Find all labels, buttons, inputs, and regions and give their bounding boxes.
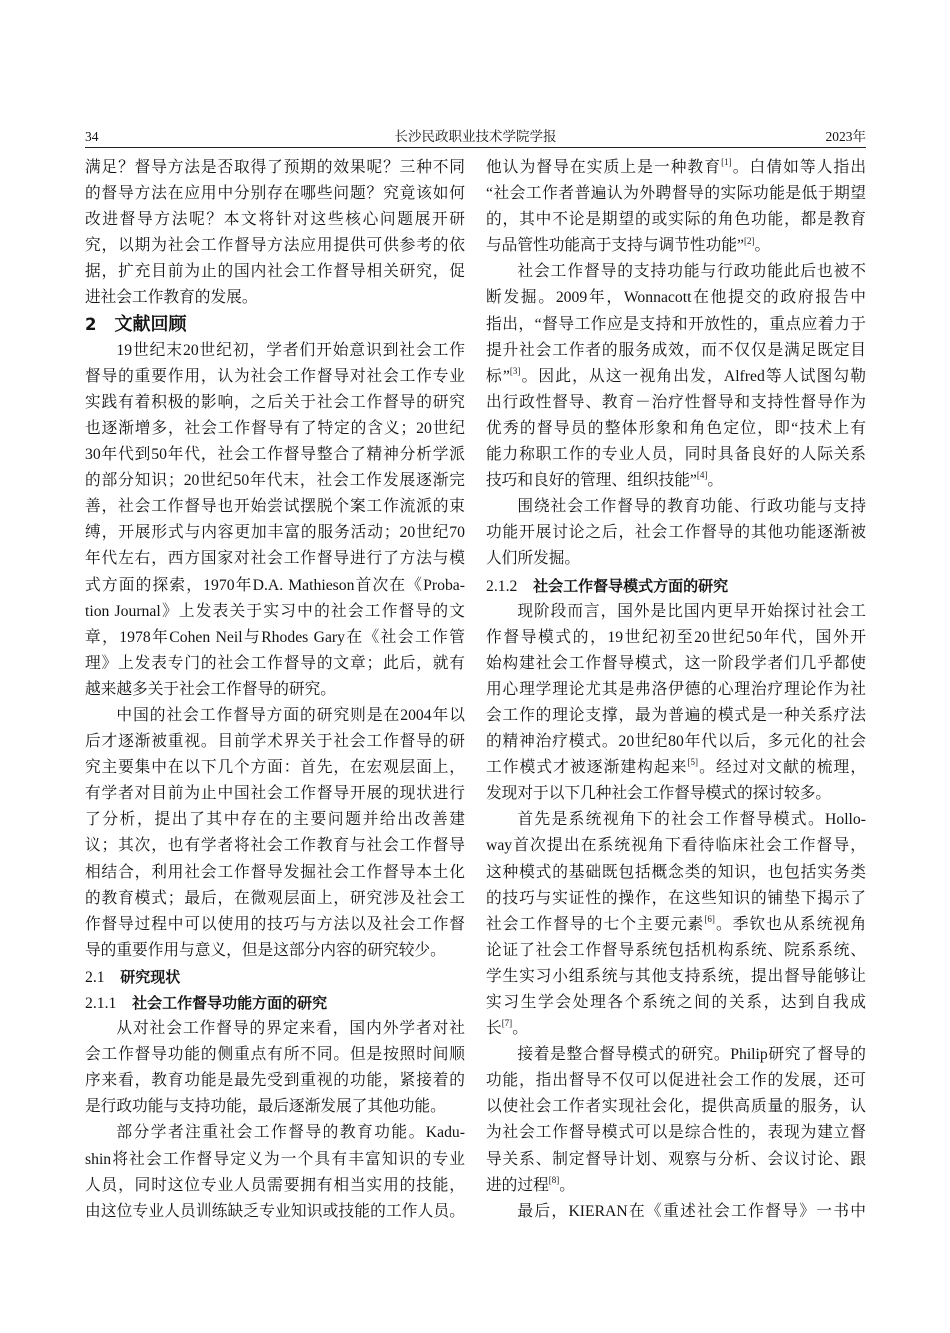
- text-line: 理》上发表专门的社会工作督导的文章；此后，就有: [85, 654, 465, 672]
- paragraph: [85, 338, 465, 703]
- text-segment: 。: [754, 237, 771, 255]
- text-line: 接着是整合督导模式的研究。Philip研究了督导的: [517, 1046, 866, 1064]
- section-heading: [85, 964, 465, 990]
- text-line: 由这位专业人员训练缺乏专业知识或技能的工作人员。: [85, 1202, 465, 1220]
- text-segment: 。: [512, 1020, 528, 1038]
- section-heading: [486, 573, 866, 599]
- section-title: 社会工作督导功能方面的研究: [132, 994, 328, 1012]
- text-line: 有学者对目前为止中国社会工作督导开展的现状进行: [85, 785, 465, 803]
- text-segment: 技巧和良好的管理、组织技能”: [486, 472, 697, 490]
- text-segment: 社会工作督导的七个主要元素: [486, 915, 705, 933]
- text-line: 改进督导方法呢？本文将针对这些核心问题展开研: [85, 211, 465, 229]
- text-line: tion Journal》上发表关于实习中的社会工作督导的文: [85, 602, 465, 620]
- text-line: 的部分知识；20世纪50年代末，社会工作发展逐渐完: [85, 472, 465, 490]
- text-line: [486, 1173, 866, 1199]
- text-line: 究主要集中在以下几个方面：首先，在宏观层面上，: [85, 759, 465, 777]
- text-line: 出行政性督导、教育－治疗性督导和支持性督导作为: [486, 393, 866, 411]
- text-line: 会工作督导功能的侧重点有所不同。但是按照时间顺: [85, 1046, 465, 1064]
- text-line: 论证了社会工作督导系统包括机构系统、院系系统、: [486, 941, 866, 959]
- section-heading: [85, 990, 465, 1016]
- header-rule: [85, 147, 866, 148]
- text-line: 提升社会工作者的服务成效，而不仅仅是满足既定目: [486, 341, 866, 359]
- text-line: 是行政功能与支持功能，最后逐渐发展了其他功能。: [85, 1098, 446, 1116]
- text-line: [486, 364, 866, 390]
- text-line: [486, 155, 866, 181]
- text-line: 的技巧与实证性的操作，在这些知识的铺垫下揭示了: [486, 889, 866, 907]
- section-heading: [85, 312, 465, 338]
- citation-ref: [8]: [548, 1174, 560, 1185]
- section-title: 文献回顾: [114, 313, 187, 335]
- text-line: 社会工作督导的支持功能与行政功能此后也被不: [517, 263, 866, 281]
- text-line: 功能，指出督导不仅可以促进社会工作的发展，还可: [486, 1072, 866, 1090]
- text-line: 越来越多关于社会工作督导的研究。: [85, 680, 336, 698]
- text-line: shin将社会工作督导定义为一个具有丰富知识的专业: [85, 1150, 465, 1168]
- text-line: 这种模式的基础既包括概念类的知识，也包括实务类: [486, 863, 866, 881]
- section-number: 2: [85, 314, 97, 334]
- issue-year: 2023年: [825, 129, 866, 144]
- text-line: [486, 755, 866, 781]
- paragraph: [486, 1199, 866, 1225]
- text-line: 后才逐渐被重视。目前学术界关于社会工作督导的研: [85, 733, 465, 751]
- text-line: 的，其中不论是期望的或实际的角色功能，都是教育: [486, 211, 866, 229]
- text-segment: 他认为督导在实质上是一种教育: [486, 159, 722, 176]
- text-segment: 。经过对文献的梳理，: [698, 759, 866, 777]
- text-line: 围绕社会工作督导的教育功能、行政功能与支持: [517, 498, 866, 516]
- citation-ref: [2]: [743, 235, 755, 246]
- text-line: “社会工作者普遍认为外聘督导的实际功能是低于期望: [486, 185, 866, 203]
- text-line: 首先是系统视角下的社会工作督导模式。Hollo-: [517, 811, 866, 829]
- text-line: 现阶段而言，国外是比国内更早开始探讨社会工: [517, 602, 866, 620]
- text-line: [486, 468, 866, 494]
- text-line: 作督导模式的，19世纪初至20世纪50年代，国外开: [486, 628, 866, 646]
- text-line: 人员，同时这位专业人员需要拥有相当实用的技能，: [85, 1176, 465, 1194]
- text-line: 议；其次，也有学者将社会工作教育与社会工作督导: [85, 837, 465, 855]
- text-line: 中国的社会工作督导方面的研究则是在2004年以: [116, 706, 465, 724]
- text-line: 督导的重要作用，认为社会工作督导对社会工作专业: [85, 367, 465, 385]
- text-line: 的督导方法在应用中分别存在哪些问题？究竟该如何: [85, 185, 465, 203]
- paragraph: [486, 155, 866, 259]
- paragraph: [486, 807, 866, 1042]
- running-header: [85, 128, 866, 146]
- text-line: 章，1978年Cohen Neil与Rhodes Gary在《社会工作管: [85, 628, 465, 646]
- text-line: 年代左右，西方国家对社会工作督导进行了方法与模: [85, 550, 465, 568]
- text-segment: 进的过程: [486, 1176, 549, 1194]
- left-column: [85, 155, 465, 1225]
- text-line: 30年代到50年代，社会工作督导整合了精神分析学派: [85, 446, 465, 464]
- text-line: 缚，开展形式与内容更加丰富的服务活动；20世纪70: [85, 524, 465, 542]
- text-segment: 。: [707, 472, 724, 490]
- paragraph: [486, 1042, 866, 1199]
- text-line: 满足？督导方法是否取得了预期的效果呢？三种不同: [85, 159, 465, 176]
- text-line: [486, 1016, 866, 1042]
- text-line: 也逐渐增多，社会工作督导有了特定的含义；20世纪: [85, 419, 465, 437]
- paragraph: [85, 1016, 465, 1120]
- text-line: 部分学者注重社会工作督导的教育功能。Kadu-: [116, 1124, 465, 1142]
- text-segment: 。因此，从这一视角出发，Alfred等人试图勾勒: [520, 367, 866, 385]
- text-line: way首次提出在系统视角下看待临床社会工作督导，: [486, 837, 866, 855]
- text-segment: 。白倩如等人指出: [731, 159, 866, 176]
- paragraph: [85, 155, 465, 312]
- text-line: 能力称职工作的专业人员，同时具备良好的人际关系: [486, 446, 866, 464]
- text-segment: 。: [559, 1176, 575, 1194]
- text-line: 为社会工作督导模式可以是综合性的，表现为建立督: [486, 1124, 866, 1142]
- section-title: 研究现状: [120, 967, 181, 986]
- text-line: 导的重要作用与意义，但是这部分内容的研究较少。: [85, 941, 446, 959]
- text-line: 以使社会工作者实现社会化，提供高质量的服务，认: [486, 1098, 866, 1116]
- text-line: 指出，“督导工作应是支持和开放性的，重点应着力于: [486, 315, 866, 333]
- text-line: 序来看，教育功能是最先受到重视的功能，紧接着的: [85, 1072, 465, 1090]
- text-line: 发现对于以下几种社会工作督导模式的探讨较多。: [486, 785, 832, 803]
- right-column: [486, 155, 866, 1225]
- text-line: 断发掘。2009年，Wonnacott在他提交的政府报告中: [486, 289, 866, 307]
- text-line: 学生实习小组系统与其他支持系统，提出督导能够让: [486, 967, 866, 985]
- text-line: 究，以期为社会工作督导方法应用提供可供参考的依: [85, 237, 465, 255]
- text-line: 善，社会工作督导也开始尝试摆脱个案工作流派的束: [85, 498, 465, 516]
- text-line: 实践有着积极的影响，之后关于社会工作督导的研究: [85, 393, 465, 411]
- text-segment: 工作模式才被逐渐建构起来: [486, 759, 688, 777]
- text-line: 进社会工作教育的发展。: [85, 289, 258, 307]
- text-line: 相结合，利用社会工作督导发掘社会工作督导本土化: [85, 863, 465, 881]
- text-line: 人们所发掘。: [486, 550, 581, 568]
- section-number: 2.1.1: [85, 995, 117, 1012]
- text-line: 19世纪末20世纪初，学者们开始意识到社会工作: [116, 341, 465, 359]
- text-line: [486, 912, 866, 938]
- section-number: 2.1: [85, 968, 105, 986]
- text-line: 始构建社会工作督导模式，这一阶段学者们几乎都使: [486, 654, 866, 672]
- paragraph: [85, 1120, 465, 1224]
- page-number: 34: [85, 129, 99, 144]
- text-line: 实习生学会处理各个系统之间的关系，达到自我成: [486, 994, 866, 1011]
- paragraph: [85, 703, 465, 964]
- journal-title: 长沙民政职业技术学院学报: [394, 129, 557, 144]
- citation-ref: [6]: [704, 913, 715, 924]
- text-line: 式方面的探索，1970年D.A. Mathieson首次在《Proba-: [85, 576, 465, 594]
- citation-ref: [5]: [687, 757, 699, 768]
- text-segment: 与品管性功能高于支持与调节性功能”: [486, 237, 744, 255]
- paragraph: [486, 259, 866, 494]
- text-segment: 。季钦也从系统视角: [714, 915, 866, 933]
- section-number: 2.1.2: [486, 577, 518, 595]
- text-line: 了分析，提出了其中存在的主要问题并给出改善建: [85, 811, 465, 829]
- text-line: [486, 233, 866, 259]
- citation-ref: [7]: [501, 1018, 513, 1029]
- paragraph: [486, 599, 866, 808]
- text-line: 作督导过程中可以使用的技巧与方法以及社会工作督: [85, 915, 465, 933]
- text-line: 用心理学理论尤其是弗洛伊德的心理治疗理论作为社: [486, 680, 866, 698]
- text-line: 优秀的督导员的整体形象和角色定位，即“技术上有: [486, 419, 866, 437]
- text-segment: 长: [486, 1020, 502, 1038]
- text-line: 最后，KIERAN在《重述社会工作督导》一书中: [517, 1202, 866, 1220]
- text-line: 会工作的理论支撑，最为普遍的模式是一种关系疗法: [486, 706, 866, 724]
- text-segment: 标”: [486, 367, 510, 385]
- text-line: 从对社会工作督导的界定来看，国内外学者对社: [116, 1020, 465, 1038]
- text-line: 导关系、制定督导计划、观察与分析、会议讨论、跟: [486, 1150, 866, 1168]
- citation-ref: [3]: [509, 366, 521, 376]
- section-title: 社会工作督导模式方面的研究: [533, 576, 729, 595]
- text-line: 的教育模式；最后，在微观层面上，研究涉及社会工: [85, 889, 465, 907]
- text-line: 据，扩充目前为止的国内社会工作督导相关研究，促: [85, 263, 465, 281]
- text-line: 功能开展讨论之后，社会工作督导的其他功能逐渐被: [486, 524, 866, 542]
- text-line: 的精神治疗模式。20世纪80年代以后，多元化的社会: [486, 733, 866, 751]
- paragraph: [486, 494, 866, 572]
- citation-ref: [1]: [721, 157, 732, 168]
- citation-ref: [4]: [696, 470, 708, 481]
